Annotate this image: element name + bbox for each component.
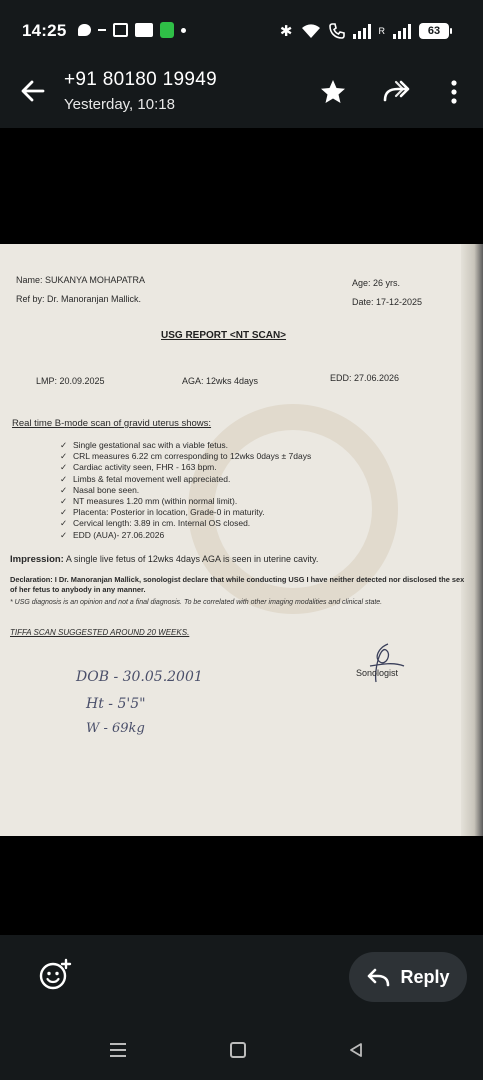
reply-label: Reply <box>400 966 450 987</box>
handwritten-weight: W - 69kg <box>86 721 145 736</box>
report-title: USG REPORT <NT SCAN> <box>161 330 287 341</box>
battery-icon: 63 <box>419 23 449 39</box>
scan-heading: Real time B-mode scan of gravid uterus shows: <box>12 418 212 429</box>
tiffa-suggestion: TIFFA SCAN SUGGESTED AROUND 20 WEEKS. <box>10 628 190 637</box>
contact-name[interactable]: +91 80180 19949 <box>64 69 217 90</box>
bluetooth-icon: ✱ <box>279 23 293 40</box>
patient-name: Name: SUKANYA MOHAPATRA <box>16 275 146 285</box>
chat-notification-icon <box>78 24 91 36</box>
message-timestamp: Yesterday, 10:18 <box>64 96 175 113</box>
reply-button[interactable] <box>349 952 467 1002</box>
report-date: Date: 17-12-2025 <box>352 297 423 307</box>
referred-by: Ref by: Dr. Manoranjan Mallick. <box>16 294 142 304</box>
lmp: LMP: 20.09.2025 <box>36 376 105 386</box>
sonologist-label: Sonologist <box>356 668 399 678</box>
more-notifications-dot-icon <box>181 28 186 33</box>
chat-header <box>0 60 483 128</box>
list-item: ✓ Placenta: Posterior in location, Grade-0 in maturity. <box>60 507 265 518</box>
handwritten-dob: DOB - 30.05.2001 <box>76 669 203 685</box>
notification-icons <box>78 22 186 38</box>
impression-label: Impression: <box>10 554 64 565</box>
app-notification-icon <box>135 23 153 37</box>
screen-icon <box>113 23 128 37</box>
system-icons <box>280 22 449 40</box>
wifi-icon <box>301 23 321 39</box>
impression-text: A single live fetus of 12wks 4days AGA is seen in uterine cavity. <box>65 554 319 564</box>
list-item: ✓ Nasal bone seen. <box>60 484 140 495</box>
paper-edge <box>461 244 483 836</box>
nav-home-button[interactable] <box>230 1042 246 1058</box>
signal-sim2-icon <box>393 23 411 39</box>
report-photo[interactable] <box>0 244 483 836</box>
list-item: ✓ CRL measures 6.22 cm corresponding to 12wks 0days ± 7days <box>60 451 312 462</box>
list-item: ✓ Cervical length: 3.89 in cm. Internal OS closed. <box>60 518 251 529</box>
edd: EDD: 27.06.2026 <box>330 373 400 383</box>
back-arrow-icon[interactable] <box>18 76 48 106</box>
signal-sim1-icon <box>353 23 371 39</box>
nav-recents-button[interactable] <box>110 1043 126 1057</box>
aga: AGA: 12wks 4days <box>182 376 259 386</box>
more-vert-icon[interactable] <box>444 78 464 106</box>
declaration: Declaration: I Dr. Manoranjan Mallick, sonologist declare that while conducting USG I have neither detected nor disclosed the sex of her fetus to anybody in any manner. <box>10 575 465 594</box>
patient-age: Age: 26 yrs. <box>352 278 401 288</box>
bottom-bar <box>0 935 483 1080</box>
signature <box>360 640 410 685</box>
roaming-label: R <box>378 26 385 36</box>
green-app-icon <box>160 22 174 38</box>
list-item: ✓ Cardiac activity seen, FHR - 163 bpm. <box>60 462 217 473</box>
list-item: ✓ Single gestational sac with a viable fetus. <box>60 440 228 450</box>
forward-icon[interactable] <box>380 78 414 106</box>
status-time: 14:25 <box>22 21 67 40</box>
star-icon[interactable] <box>318 77 348 107</box>
list-item: ✓ EDD (AUA)- 27.06.2026 <box>60 529 165 540</box>
call-icon <box>329 23 345 39</box>
disclaimer: * USG diagnosis is an opinion and not a final diagnosis. To be correlated with other imaging modalities and clinical state. <box>10 599 383 606</box>
list-item: ✓ NT measures 1.20 mm (within normal limit). <box>60 496 238 507</box>
findings-list <box>60 440 311 541</box>
reply-arrow-icon <box>366 967 390 987</box>
emoji-add-icon[interactable] <box>36 957 72 993</box>
impression <box>10 554 318 565</box>
status-bar <box>0 0 483 60</box>
handwritten-height: Ht - 5'5" <box>86 696 146 712</box>
list-item: ✓ Limbs & fetal movement well appreciated. <box>60 473 231 484</box>
nav-back-button[interactable] <box>348 1042 364 1058</box>
dash-icon <box>98 29 106 31</box>
